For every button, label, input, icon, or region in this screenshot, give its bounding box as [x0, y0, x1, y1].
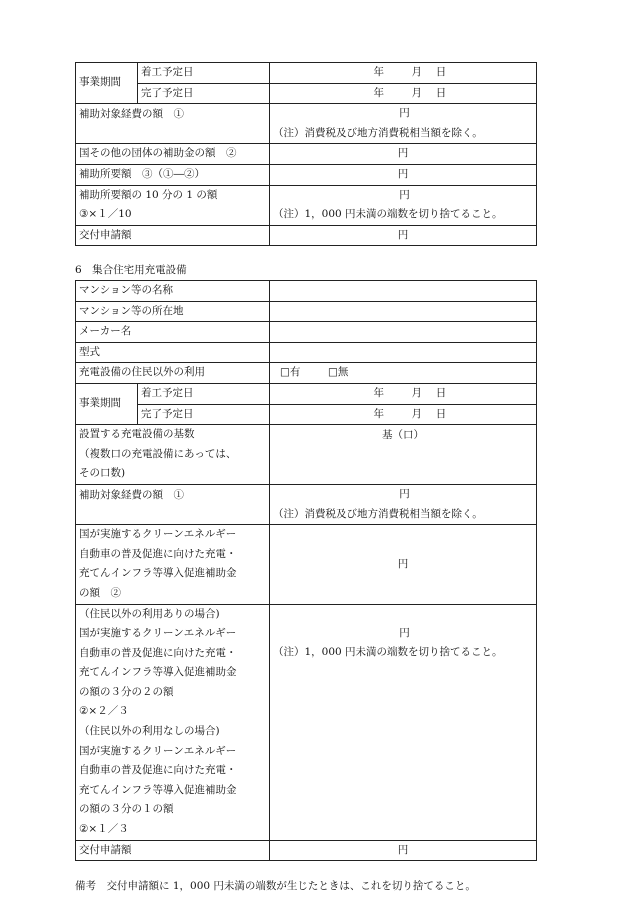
usage-no-checkbox[interactable]: □無: [328, 366, 349, 379]
table-1: [75, 62, 537, 246]
start-label-2: 着工予定日: [138, 383, 270, 404]
end-label-2: 完了予定日: [138, 404, 270, 425]
subsidy-cost-label-2: 補助対象経費の額 ①: [76, 484, 270, 524]
start-label: 着工予定日: [138, 63, 270, 84]
start-date-field[interactable]: 年 月 日: [270, 63, 537, 84]
calc-field[interactable]: 円 （注）1，000 円未満の端数を切り捨てること。: [270, 604, 537, 840]
model-label: 型式: [76, 342, 270, 363]
mansion-address-label: マンション等の所在地: [76, 301, 270, 322]
usage-options: [270, 363, 537, 384]
national-subsidy-field[interactable]: 円: [270, 525, 537, 604]
subsidy-cost-field-2[interactable]: 円 （注）消費税及び地方消費税相当額を除く。: [270, 484, 537, 524]
apply-field-2[interactable]: 円: [270, 840, 537, 861]
tenth-field[interactable]: 円 （注）1，000 円未満の端数を切り捨てること。: [270, 185, 537, 225]
apply-field[interactable]: 円: [270, 225, 537, 246]
section-6-title: 6 集合住宅用充電設備: [75, 264, 187, 276]
usage-yes-checkbox[interactable]: □有: [280, 366, 301, 379]
period-label: 事業期間: [76, 63, 138, 104]
subsidy-cost-field[interactable]: 円 （注）消費税及び地方消費税相当額を除く。: [270, 104, 537, 144]
tax-note: （注）消費税及び地方消費税相当額を除く。: [273, 126, 483, 139]
national-subsidy-label: 国が実施するクリーンエネルギー 自動車の普及促進に向けた充電・ 充てんインフラ等導入促進補助金 の額 ②: [76, 525, 270, 604]
required-label: 補助所要額 ③（①―②）: [76, 164, 270, 185]
calc-label: （住民以外の利用ありの場合) 国が実施するクリーンエネルギー 自動車の普及促進に向けた充電・ 充てんインフラ等導入促進補助金 の額の３分の２の額 ②×２／３ （住民以外の利用なしの場合) 国が実施するクリーンエネルギー 自動車の普及促進に向けた充電・ 充てんインフラ等導入促進補助金 の額の３分の１の額 ②×１／３: [76, 604, 270, 840]
table-2: [75, 280, 537, 861]
round-note-2: （注）1，000 円未満の端数を切り捨てること。: [273, 646, 503, 659]
apply-label: 交付申請額: [76, 225, 270, 246]
maker-field[interactable]: [270, 322, 537, 343]
tax-note-2: （注）消費税及び地方消費税相当額を除く。: [273, 507, 483, 520]
charger-count-field[interactable]: 基（口）: [270, 425, 537, 485]
tenth-label: 補助所要額の 10 分の 1 の額 ③×１／10: [76, 185, 270, 225]
apply-label-2: 交付申請額: [76, 840, 270, 861]
end-date-field[interactable]: 年 月 日: [270, 83, 537, 104]
mansion-address-field[interactable]: [270, 301, 537, 322]
mansion-name-label: マンション等の名称: [76, 281, 270, 302]
model-field[interactable]: [270, 342, 537, 363]
other-subsidy-label: 国その他の団体の補助金の額 ②: [76, 144, 270, 165]
period-label-2: 事業期間: [76, 383, 138, 424]
usage-label: 充電設備の住民以外の利用: [76, 363, 270, 384]
subsidy-cost-label: 補助対象経費の額 ①: [76, 104, 270, 144]
end-date-field-2[interactable]: 年 月 日: [270, 404, 537, 425]
maker-label: メーカー名: [76, 322, 270, 343]
start-date-field-2[interactable]: 年 月 日: [270, 383, 537, 404]
round-note: （注）1，000 円未満の端数を切り捨てること。: [273, 208, 503, 221]
end-label: 完了予定日: [138, 83, 270, 104]
other-subsidy-field[interactable]: 円: [270, 144, 537, 165]
remark-note: 備考 交付申請額に 1，000 円未満の端数が生じたときは、これを切り捨てること。: [75, 880, 476, 892]
charger-count-label: 設置する充電設備の基数 （複数口の充電設備にあっては、 その口数): [76, 425, 270, 485]
mansion-name-field[interactable]: [270, 281, 537, 302]
required-field[interactable]: 円: [270, 164, 537, 185]
